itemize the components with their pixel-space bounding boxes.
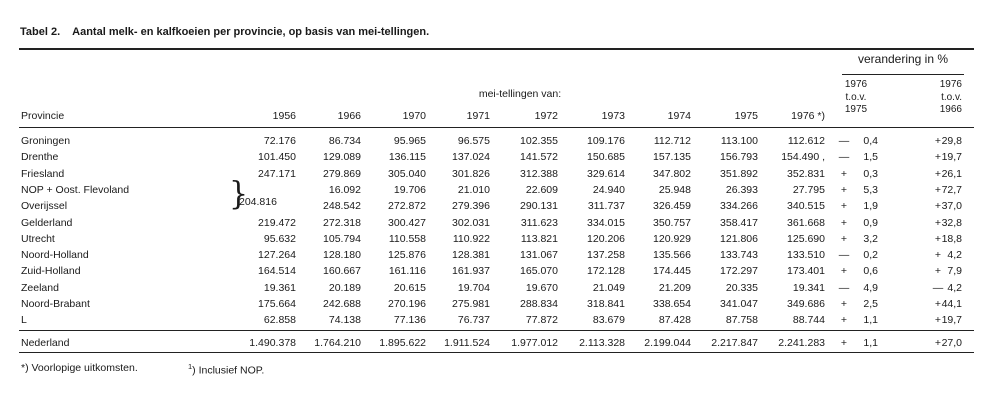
change-1966: 4,2: [947, 282, 962, 294]
change-1966: 26,1: [941, 168, 962, 180]
cell-1970: 270.196: [388, 298, 426, 310]
cell-1971: 1.911.524: [444, 337, 490, 349]
change-1975: 0,9: [863, 217, 878, 229]
cell-1971: 19.704: [457, 282, 490, 294]
province-name: Zeeland: [21, 282, 59, 294]
cell-1975: 351.892: [720, 168, 758, 180]
table-row: [0, 233, 990, 245]
change-col-header-0: [834, 79, 878, 117]
year-header-4: 1972: [534, 110, 558, 122]
cell-1970: 110.558: [388, 233, 426, 245]
cell-1956: 175.664: [258, 298, 296, 310]
change-1975: 1,1: [863, 314, 878, 326]
change-1975: 2,5: [863, 298, 878, 310]
change-1975: 0,3: [863, 168, 878, 180]
cell-1956: 95.632: [263, 233, 296, 245]
cell-1976: 2.241.283: [778, 337, 825, 349]
change-col-line: t.o.v.: [941, 91, 962, 103]
cell-1972: 290.131: [520, 200, 558, 212]
year-header-8: 1976 *): [791, 110, 825, 122]
cell-1976: 352.831: [787, 168, 825, 180]
change-sign-1975: +: [840, 200, 848, 212]
change-1975: 5,3: [863, 184, 878, 196]
cell-1974: 326.459: [653, 200, 691, 212]
brace-icon: }: [229, 176, 249, 213]
cell-1975: 26.393: [725, 184, 758, 196]
cell-1971: 301.826: [452, 168, 490, 180]
change-sign-1966: +: [934, 135, 942, 147]
cell-1956: 72.176: [263, 135, 296, 147]
change-sign-1975: +: [840, 184, 848, 196]
cell-1976: 340.515: [787, 200, 825, 212]
change-1966: 4,2: [947, 249, 962, 261]
cell-1966: 248.542: [323, 200, 361, 212]
table-number: Tabel 2.: [20, 26, 61, 38]
cell-1973: 172.128: [587, 265, 625, 277]
cell-1974: 2.199.044: [644, 337, 691, 349]
cell-1974: 157.135: [653, 151, 691, 163]
cell-1974: 87.428: [658, 314, 691, 326]
province-name: Noord-Holland: [21, 249, 89, 261]
change-col-line: 1966: [939, 104, 962, 115]
change-1975: 0,6: [863, 265, 878, 277]
footnote-nop: [188, 362, 264, 377]
cell-1975: 334.266: [720, 200, 758, 212]
cell-1976: 133.510: [787, 249, 825, 261]
change-sign-1966: +: [934, 265, 942, 277]
change-sign-1975: +: [840, 265, 848, 277]
cell-1973: 311.737: [587, 200, 625, 212]
province-name: NOP + Oost. Flevoland: [21, 184, 130, 196]
change-col-line: 1976: [939, 79, 962, 90]
change-sign-1975: +: [840, 217, 848, 229]
cell-1974: 25.948: [658, 184, 691, 196]
cell-1971: 110.922: [452, 233, 490, 245]
change-sign-1966: +: [934, 151, 942, 163]
change-1975: 0,4: [863, 135, 878, 147]
cell-1974: 350.757: [653, 217, 691, 229]
change-sign-1966: +: [934, 298, 942, 310]
change-sign-1966: +: [934, 233, 942, 245]
cell-1973: 2.113.328: [579, 337, 625, 349]
cell-1966: 74.138: [328, 314, 361, 326]
change-sign-1966: +: [934, 184, 942, 196]
province-name: Drenthe: [21, 151, 59, 163]
cell-1970: 136.115: [388, 151, 426, 163]
cell-1972: 165.070: [520, 265, 558, 277]
footnote-mark: 1: [188, 362, 193, 371]
footnote-provisional: *) Voorlopige uitkomsten.: [21, 362, 138, 374]
cell-1973: 24.940: [592, 184, 625, 196]
cell-1974: 347.802: [653, 168, 691, 180]
cell-1966: 128.180: [323, 249, 361, 261]
cell-1956: 247.171: [258, 168, 296, 180]
change-col-line: 1976: [844, 79, 868, 90]
change-sign-1966: +: [934, 314, 942, 326]
cell-1973: 334.015: [587, 217, 625, 229]
year-header-6: 1974: [667, 110, 691, 122]
table-row: [0, 217, 990, 229]
cell-1974: 135.566: [653, 249, 691, 261]
cell-1971: 21.010: [457, 184, 490, 196]
province-name: Gelderland: [21, 217, 73, 229]
cell-1966: 129.089: [323, 151, 361, 163]
change-sign-1966: —: [932, 282, 944, 294]
cell-1972: 311.623: [520, 217, 558, 229]
change-1975: 4,9: [863, 282, 878, 294]
change-1975: 1,5: [863, 151, 878, 163]
cell-1976: 112.612: [787, 135, 825, 147]
cell-1972: 22.609: [525, 184, 558, 196]
table-caption: Aantal melk- en kalfkoeien per provincie, op basis van mei-tellingen.: [72, 26, 430, 38]
table-row: [0, 298, 990, 310]
change-sign-1966: +: [934, 337, 942, 349]
total-row-line: [0, 337, 990, 349]
cell-1970: 95.965: [393, 135, 426, 147]
cell-1956: 19.361: [263, 282, 296, 294]
merged-1956-value: 204.816: [239, 196, 277, 208]
cell-1966: 1.764.210: [314, 337, 361, 349]
cell-1966: 160.667: [323, 265, 361, 277]
table-title: [20, 26, 429, 38]
cell-1975: 358.417: [720, 217, 758, 229]
cell-1973: 109.176: [587, 135, 625, 147]
change-1966: 7,9: [947, 265, 962, 277]
province-name: Overijssel: [21, 200, 68, 212]
cell-1956: 164.514: [258, 265, 296, 277]
cell-1975: 156.793: [720, 151, 758, 163]
change-1975: 3,2: [863, 233, 878, 245]
cell-1973: 150.685: [587, 151, 625, 163]
province-header: Provincie: [21, 110, 65, 122]
cell-1976: 27.795: [792, 184, 825, 196]
cell-1966: 279.869: [323, 168, 361, 180]
table-row: [0, 249, 990, 261]
year-header-1: 1966: [337, 110, 361, 122]
change-1966: 32,8: [941, 217, 962, 229]
change-1966: 37,0: [941, 200, 962, 212]
cell-1974: 112.712: [653, 135, 691, 147]
change-1966: 19,7: [941, 151, 962, 163]
header-rule: [19, 127, 974, 128]
change-1966: 18,8: [941, 233, 962, 245]
province-name: Groningen: [21, 135, 71, 147]
bottom-rule: [19, 352, 974, 353]
province-name: Friesland: [21, 168, 65, 180]
cell-1973: 21.049: [592, 282, 625, 294]
change-sign-1966: +: [934, 200, 942, 212]
change-rule: [842, 74, 964, 75]
cell-1976: 173.401: [787, 265, 825, 277]
cell-1976: 88.744: [792, 314, 825, 326]
change-sign-1966: +: [934, 249, 942, 261]
footnote-nop-text: ) Inclusief NOP.: [192, 364, 265, 377]
cell-1976: 154.490 ,: [781, 151, 825, 163]
cell-1971: 279.396: [452, 200, 490, 212]
province-name: Nederland: [21, 337, 70, 349]
cell-1966: 16.092: [328, 184, 361, 196]
cell-1972: 1.977.012: [511, 337, 558, 349]
change-col-header-1: [918, 79, 962, 117]
change-1966: 27,0: [941, 337, 962, 349]
cell-1976: 19.341: [792, 282, 825, 294]
cell-1975: 2.217.847: [711, 337, 758, 349]
change-sign-1975: +: [840, 314, 848, 326]
table-row: [0, 135, 990, 147]
cell-1971: 128.381: [452, 249, 490, 261]
change-1966: 44,1: [941, 298, 962, 310]
cell-1972: 77.872: [525, 314, 558, 326]
cell-1956: 1.490.378: [249, 337, 296, 349]
cell-1974: 120.929: [653, 233, 691, 245]
cell-1966: 242.688: [323, 298, 361, 310]
change-sign-1975: +: [840, 337, 848, 349]
year-header-2: 1970: [402, 110, 426, 122]
cell-1971: 96.575: [457, 135, 490, 147]
change-sign-1975: +: [840, 168, 848, 180]
cell-1976: 125.690: [787, 233, 825, 245]
cell-1971: 137.024: [452, 151, 490, 163]
change-1966: 72,7: [941, 184, 962, 196]
change-sign-1975: +: [840, 233, 848, 245]
cell-1972: 131.067: [520, 249, 558, 261]
table-row: [0, 151, 990, 163]
cell-1973: 137.258: [587, 249, 625, 261]
cell-1975: 172.297: [720, 265, 758, 277]
cell-1970: 305.040: [388, 168, 426, 180]
year-header-5: 1973: [601, 110, 625, 122]
cell-1975: 133.743: [720, 249, 758, 261]
change-sign-1966: +: [934, 217, 942, 229]
cell-1956: 127.264: [258, 249, 296, 261]
change-header: verandering in %: [857, 52, 949, 66]
cell-1976: 361.668: [787, 217, 825, 229]
cell-1966: 20.189: [328, 282, 361, 294]
province-name: Noord-Brabant: [21, 298, 90, 310]
cell-1970: 20.615: [393, 282, 426, 294]
cell-1975: 113.100: [720, 135, 758, 147]
cell-1971: 275.981: [452, 298, 490, 310]
cell-1974: 21.209: [658, 282, 691, 294]
cell-1973: 329.614: [587, 168, 625, 180]
cell-1966: 272.318: [323, 217, 361, 229]
year-header-0: 1956: [272, 110, 296, 122]
cell-1974: 338.654: [653, 298, 691, 310]
change-col-line: t.o.v.: [845, 91, 867, 103]
cell-1970: 19.706: [393, 184, 426, 196]
cell-1973: 120.206: [587, 233, 625, 245]
change-1966: 19,7: [941, 314, 962, 326]
change-sign-1975: +: [840, 298, 848, 310]
cell-1975: 121.806: [720, 233, 758, 245]
cell-1970: 272.872: [388, 200, 426, 212]
cell-1975: 341.047: [720, 298, 758, 310]
top-rule: [19, 48, 974, 50]
change-sign-1975: —: [838, 282, 850, 294]
cell-1973: 83.679: [592, 314, 625, 326]
province-name: Zuid-Holland: [21, 265, 81, 277]
total-rule: [19, 330, 974, 331]
change-1966: 29,8: [941, 135, 962, 147]
cell-1966: 86.734: [328, 135, 361, 147]
year-header-7: 1975: [734, 110, 758, 122]
cell-1972: 141.572: [520, 151, 558, 163]
mei-header: mei-tellingen van:: [478, 88, 562, 100]
cell-1972: 288.834: [520, 298, 558, 310]
cell-1966: 105.794: [323, 233, 361, 245]
table-row: [0, 265, 990, 277]
table-row: [0, 314, 990, 326]
cell-1970: 125.876: [388, 249, 426, 261]
cell-1970: 1.895.622: [379, 337, 426, 349]
cell-1972: 113.821: [520, 233, 558, 245]
table-row: [0, 282, 990, 294]
province-name: L: [21, 314, 27, 326]
cell-1956: 62.858: [263, 314, 296, 326]
cell-1973: 318.841: [587, 298, 625, 310]
cell-1970: 161.116: [388, 265, 426, 277]
cell-1971: 302.031: [452, 217, 490, 229]
year-header-3: 1971: [466, 110, 490, 122]
cell-1974: 174.445: [653, 265, 691, 277]
cell-1976: 349.686: [787, 298, 825, 310]
change-sign-1975: —: [838, 249, 850, 261]
cell-1970: 300.427: [388, 217, 426, 229]
cell-1956: 219.472: [258, 217, 296, 229]
change-sign-1966: +: [934, 168, 942, 180]
cell-1971: 161.937: [452, 265, 490, 277]
table-row: [0, 200, 990, 212]
change-1975: 0,2: [863, 249, 878, 261]
change-1975: 1,1: [863, 337, 878, 349]
cell-1972: 102.355: [520, 135, 558, 147]
cell-1970: 77.136: [393, 314, 426, 326]
change-1975: 1,9: [863, 200, 878, 212]
cell-1956: 101.450: [258, 151, 296, 163]
cell-1972: 312.388: [520, 168, 558, 180]
change-sign-1975: —: [838, 151, 850, 163]
cell-1971: 76.737: [457, 314, 490, 326]
table-row: [0, 184, 990, 196]
change-sign-1975: —: [838, 135, 850, 147]
province-name: Utrecht: [21, 233, 55, 245]
cell-1975: 20.335: [725, 282, 758, 294]
change-col-line: 1975: [844, 104, 868, 115]
cell-1972: 19.670: [525, 282, 558, 294]
cell-1975: 87.758: [725, 314, 758, 326]
table-row: [0, 168, 990, 180]
